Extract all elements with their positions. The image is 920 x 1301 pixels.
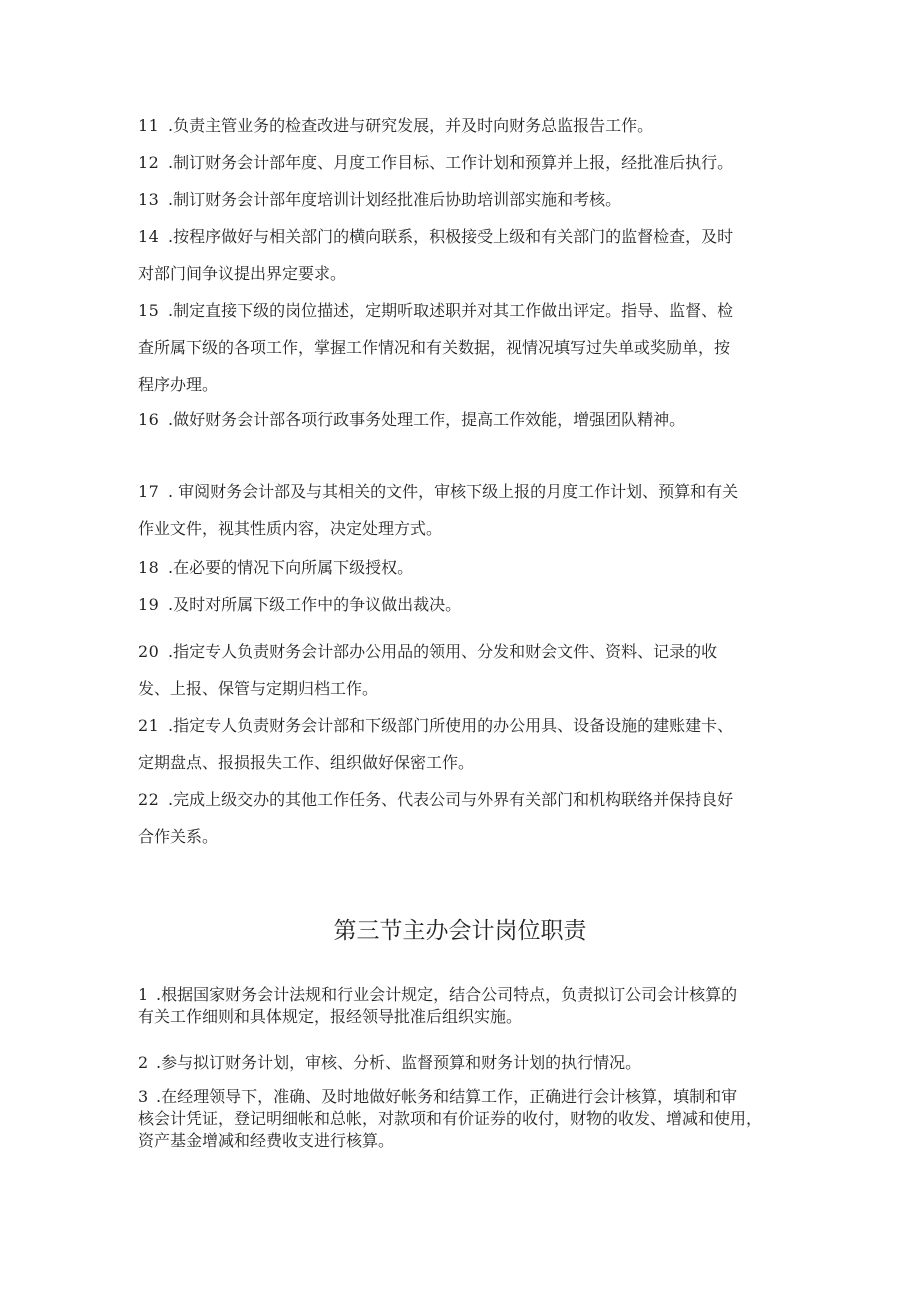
item-line bbox=[138, 586, 788, 623]
duty-item-15 bbox=[138, 292, 788, 403]
item-number: 14 bbox=[138, 227, 160, 246]
item-number: 17 bbox=[138, 482, 160, 501]
item-text: .在经理领导下，准确、及时地做好帐务和结算工作，正确进行会计核算，填制和审 bbox=[156, 1087, 738, 1106]
item-number: 1 bbox=[138, 985, 149, 1004]
item-text: .做好财务会计部各项行政事务处理工作，提高工作效能，增强团队精神。 bbox=[168, 410, 686, 429]
accountant-duty-item-2 bbox=[138, 1052, 788, 1074]
item-text: .制定直接下级的岗位描述，定期听取述职并对其工作做出评定。指导、监督、检 bbox=[168, 301, 734, 320]
item-line: 有关工作细则和具体规定，报经领导批准后组织实施。 bbox=[138, 1007, 523, 1026]
item-line bbox=[138, 473, 788, 510]
item-number: 15 bbox=[138, 301, 160, 320]
duty-item-12 bbox=[138, 144, 788, 181]
item-text: .按程序做好与相关部门的横向联系，积极接受上级和有关部门的监督检查，及时 bbox=[168, 227, 734, 246]
item-line bbox=[138, 218, 788, 255]
item-text: .根据国家财务会计法规和行业会计规定，结合公司特点，负责拟订公司会计核算的 bbox=[156, 985, 738, 1004]
item-line: 发、上报、保管与定期归档工作。 bbox=[138, 679, 379, 698]
item-line bbox=[138, 181, 788, 218]
item-number: 2 bbox=[138, 1053, 149, 1072]
item-text: .在必要的情况下向所属下级授权。 bbox=[168, 558, 414, 577]
item-line bbox=[138, 781, 788, 818]
item-number: 22 bbox=[138, 790, 160, 809]
item-text: .完成上级交办的其他工作任务、代表公司与外界有关部门和机构联络并保持良好 bbox=[168, 790, 734, 809]
item-text: . 审阅财务会计部及与其相关的文件，审核下级上报的月度工作计划、预算和有关 bbox=[168, 482, 739, 501]
item-text: .参与拟订财务计划，审核、分析、监督预算和财务计划的执行情况。 bbox=[156, 1053, 642, 1072]
item-line bbox=[138, 1086, 788, 1108]
duty-item-14 bbox=[138, 218, 788, 292]
item-line: 核会计凭证，登记明细帐和总帐，对款项和有价证券的收付，财物的收发、增减和使用， bbox=[138, 1109, 763, 1128]
item-number: 19 bbox=[138, 595, 160, 614]
item-number: 20 bbox=[138, 642, 160, 661]
section-heading: 第三节主办会计岗位职责 bbox=[333, 918, 587, 944]
item-line bbox=[138, 549, 788, 586]
duty-item-22 bbox=[138, 781, 788, 855]
item-line: 资产基金增减和经费收支进行核算。 bbox=[138, 1131, 395, 1150]
accountant-duty-item-1 bbox=[138, 984, 788, 1028]
item-text: .负责主管业务的检查改进与研究发展，并及时向财务总监报告工作。 bbox=[168, 116, 654, 135]
duty-item-20 bbox=[138, 633, 788, 707]
item-text: .及时对所属下级工作中的争议做出裁决。 bbox=[168, 595, 462, 614]
duty-item-18 bbox=[138, 549, 788, 586]
item-line: 作业文件，视其性质内容，决定处理方式。 bbox=[138, 519, 443, 538]
item-number: 12 bbox=[138, 153, 160, 172]
item-line bbox=[138, 144, 788, 181]
item-line bbox=[138, 401, 788, 438]
item-number: 11 bbox=[138, 116, 160, 135]
item-number: 21 bbox=[138, 716, 160, 735]
item-line: 程序办理。 bbox=[138, 375, 219, 394]
item-text: .制订财务会计部年度、月度工作目标、工作计划和预算并上报，经批准后执行。 bbox=[168, 153, 734, 172]
duty-item-13 bbox=[138, 181, 788, 218]
item-line: 对部门间争议提出界定要求。 bbox=[138, 264, 347, 283]
duty-item-11 bbox=[138, 107, 788, 144]
item-line bbox=[138, 707, 788, 744]
item-text: .指定专人负责财务会计部办公用品的领用、分发和财会文件、资料、记录的收 bbox=[168, 642, 718, 661]
item-line bbox=[138, 984, 788, 1006]
item-number: 18 bbox=[138, 558, 160, 577]
item-line: 定期盘点、报损报失工作、组织做好保密工作。 bbox=[138, 753, 475, 772]
item-number: 13 bbox=[138, 190, 160, 209]
item-text: .制订财务会计部年度培训计划经批准后协助培训部实施和考核。 bbox=[168, 190, 622, 209]
duty-item-16 bbox=[138, 401, 788, 438]
item-number: 16 bbox=[138, 410, 160, 429]
item-line bbox=[138, 292, 788, 329]
item-line bbox=[138, 633, 788, 670]
accountant-duty-item-3 bbox=[138, 1086, 788, 1152]
duty-item-21 bbox=[138, 707, 788, 781]
item-line: 合作关系。 bbox=[138, 827, 219, 846]
item-line bbox=[138, 1052, 788, 1074]
duty-item-19 bbox=[138, 586, 788, 623]
item-number: 3 bbox=[138, 1087, 149, 1106]
item-line: 查所属下级的各项工作，掌握工作情况和有关数据，视情况填写过失单或奖励单，按 bbox=[138, 338, 731, 357]
item-text: .指定专人负责财务会计部和下级部门所使用的办公用具、设备设施的建账建卡、 bbox=[168, 716, 734, 735]
item-line bbox=[138, 107, 788, 144]
duty-item-17 bbox=[138, 473, 788, 547]
